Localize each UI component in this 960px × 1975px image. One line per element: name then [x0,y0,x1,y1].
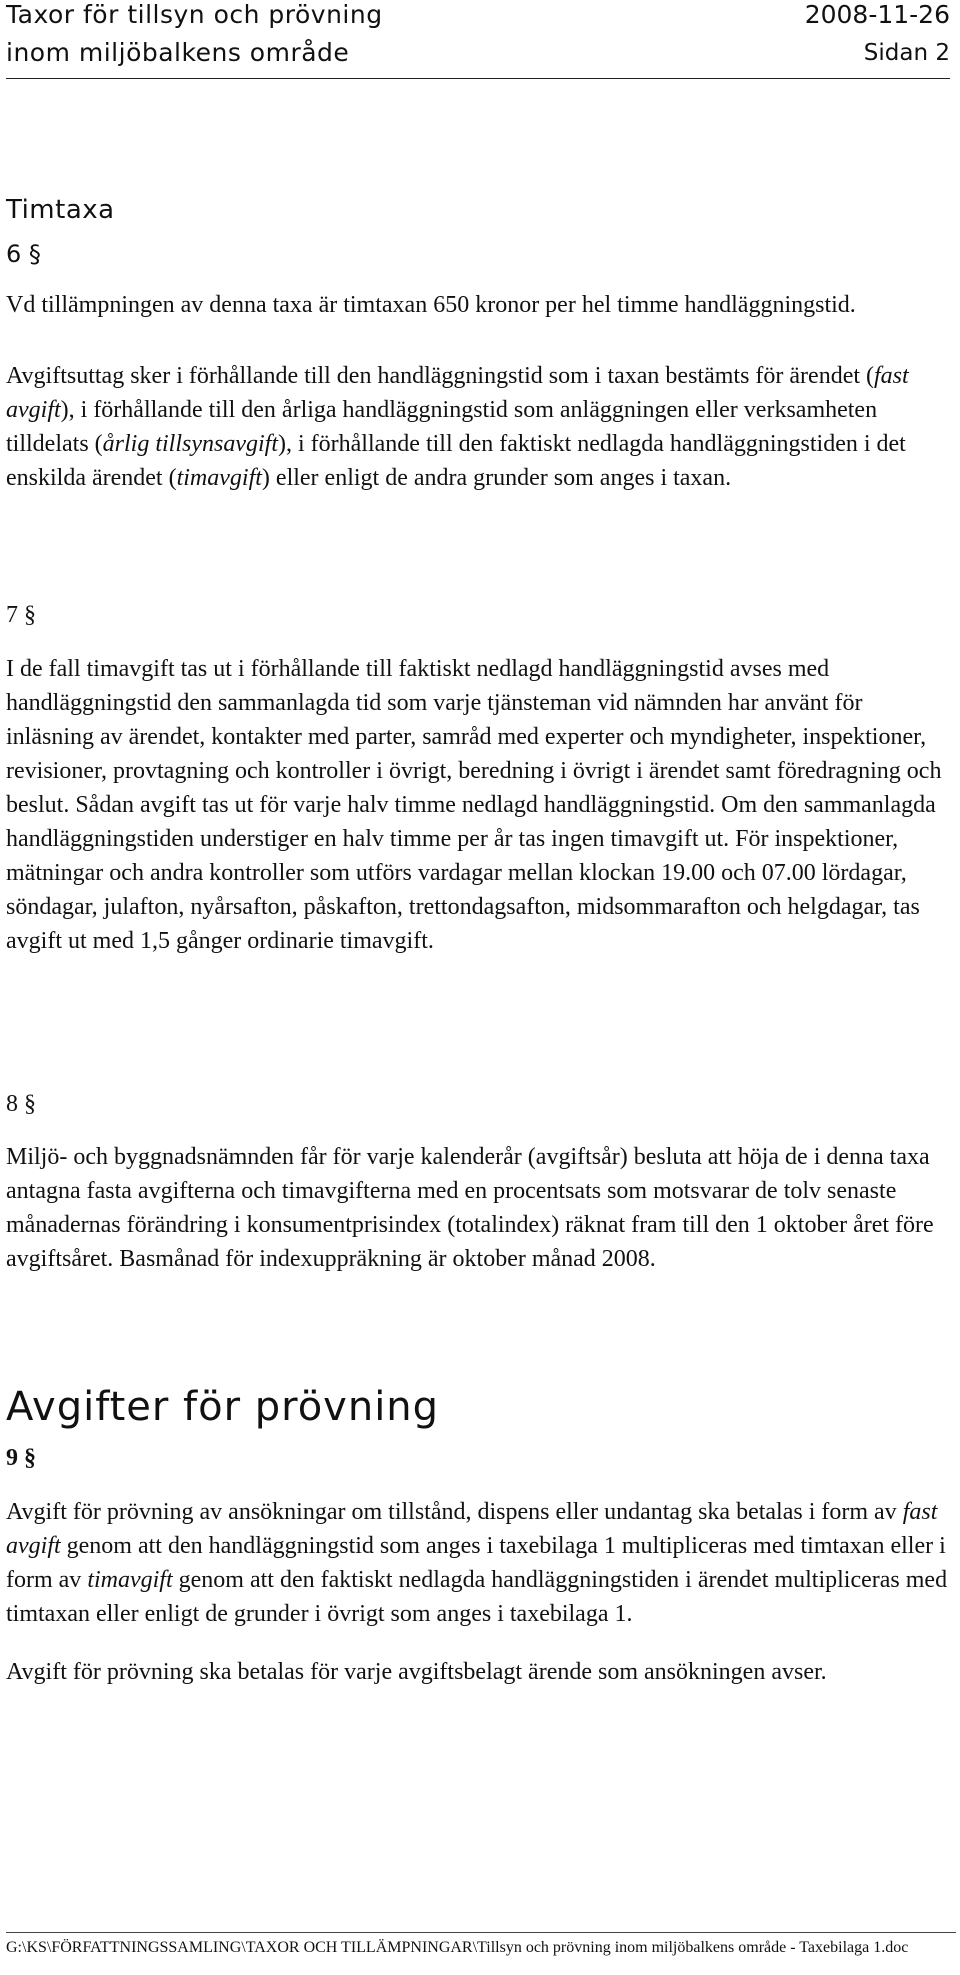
footer-divider [6,1932,956,1933]
document-title-line1: Taxor för tillsyn och prövning [6,0,383,29]
file-path: G:\KS\FÖRFATTNINGSSAMLING\TAXOR OCH TILLÄMPNINGAR\Tillsyn och prövning inom miljöbalkens område - Taxebilaga 1.doc [6,1939,909,1956]
section-6-text: Vd tillämpningen av denna taxa är timtaxan 650 kronor per hel timme handläggningstid. [6,292,856,318]
section-9-label: 9 § [6,1445,36,1471]
section-7-text: I de fall timavgift tas ut i förhållande till faktiskt nedlagd handläggningstid avses med handläggningstid den sammanlagda tid som varje tjänsteman vid nämnden har använt för inläsning av ärendet, kontakter med parter, samråd med experter och myndigheter, inspektioner, revisioner, provtagning och kontroller i övrigt, beredning i övrigt i ärendet samt föredragning och beslut. Sådan avgift tas ut för varje halv timme nedlagd handläggningstid. Om den sammanlagda handläggningstiden understiger en halv timme per år tas ingen timavgift ut. För inspektioner, mätningar och andra kontroller som utförs vardagar mellan klockan 19.00 och 07.00 lördagar, söndagar, julafton, nyårsafton, påskafton, trettondagsafton, midsommarafton och helgdagar, tas avgift ut med 1,5 gånger ordinarie timavgift. [6,656,942,954]
avgiftsuttag-paragraph [6,359,956,495]
paragraph-text: ), i förhållande till den årliga handläggningstid som anläggningen eller verksamheten tilldelats ( [6,397,878,457]
paragraph-text: ) eller enligt de andra grunder som anges i taxan. [261,465,732,491]
timtaxa-heading: Timtaxa [6,195,115,225]
paragraph-text: Avgift för prövning av ansökningar om tillstånd, dispens eller undantag ska betalas i form av [6,1499,903,1525]
term-arlig-tillsynsavgift: årlig tillsynsavgift [102,431,278,457]
header-divider [6,78,950,79]
term-timavgift: timavgift [87,1567,173,1593]
paragraph-text: ), i förhållande till den faktiskt nedlagda handläggningstiden i det enskilda ärendet ( [6,431,906,491]
section-8-text: Miljö- och byggnadsnämnden får för varje kalenderår (avgiftsår) besluta att höja de i denna taxa antagna fasta avgifterna och timavgifterna med en procentsats som motsvarar de tolv senaste månadernas förändring i konsumentprisindex (totalindex) räknat fram till den 1 oktober året före avgiftsåret. Basmånad för indexuppräkning är oktober månad 2008. [6,1144,934,1272]
paragraph-text: Avgiftsuttag sker i förhållande till den handläggningstid som i taxan bestämts för ärendet ( [6,363,875,389]
section-8-label: 8 § [6,1091,36,1117]
section-7-label: 7 § [6,602,36,628]
term-fast-avgift: fast avgift [6,363,909,423]
page-header [6,0,950,80]
document-title-line2: inom miljöbalkens område [6,38,350,67]
provning-paragraph-2: Avgift för prövning ska betalas för varje avgiftsbelagt ärende som ansökningen avser. [6,1659,827,1685]
term-fast-avgift: fast avgift [6,1499,938,1559]
paragraph-text: genom att den faktiskt nedlagda handläggningstiden i ärendet multipliceras med timtaxan eller enligt de grunder i övrigt som anges i taxebilaga 1. [6,1567,948,1627]
page-number: Sidan 2 [863,40,950,66]
provning-heading: Avgifter för prövning [6,1384,440,1430]
page-footer [6,1932,956,1958]
section-9-paragraph [6,1495,956,1631]
section-6-label: 6 § [6,240,41,268]
document-date: 2008-11-26 [804,0,950,29]
paragraph-text: genom att den handläggningstid som anges i taxebilaga 1 multipliceras med timtaxan eller i form av [6,1533,946,1593]
term-timavgift: timavgift [176,465,262,491]
